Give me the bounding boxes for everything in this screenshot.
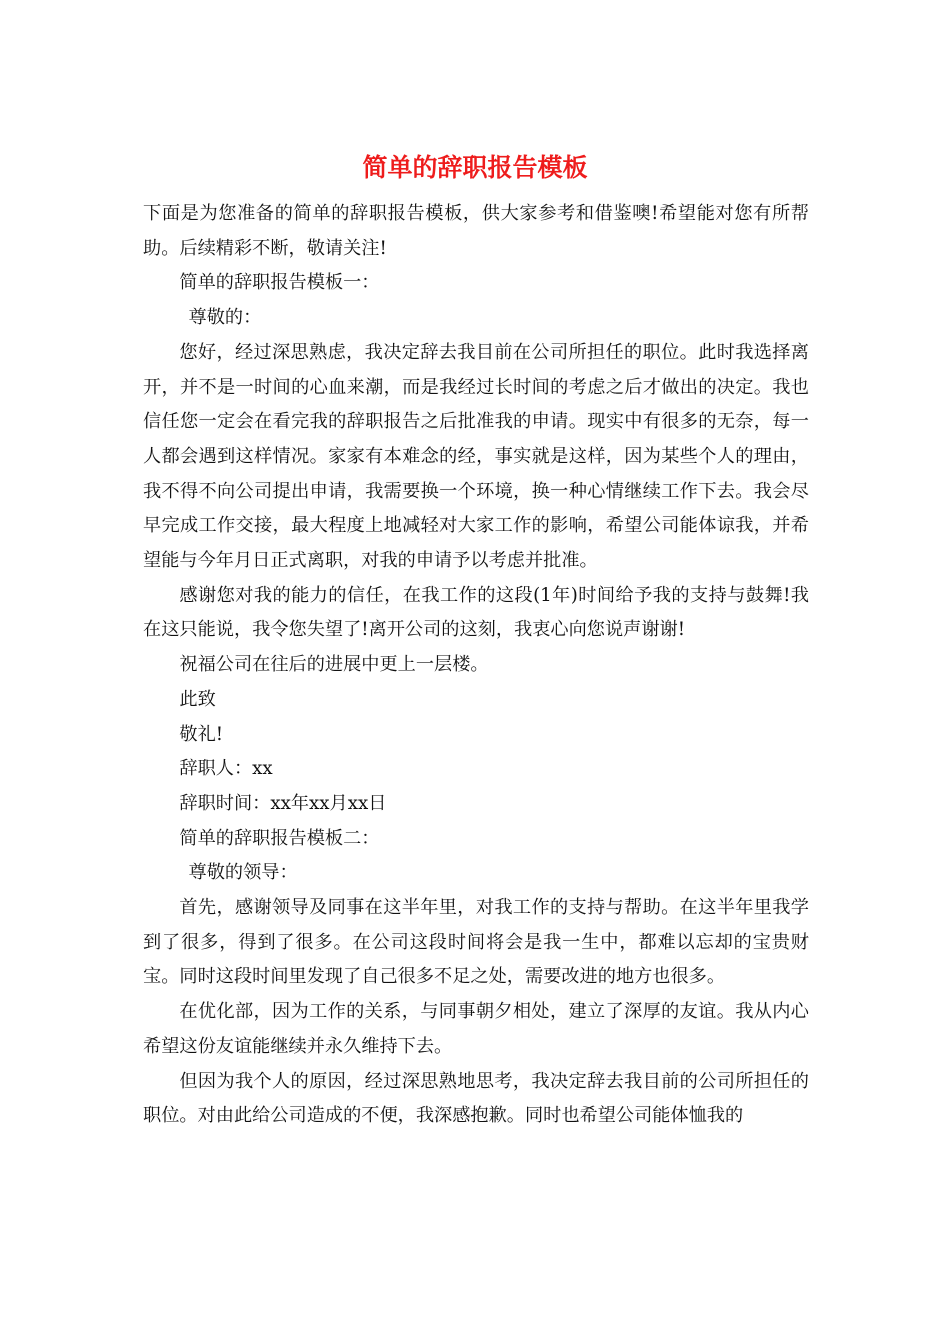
- template1-signer: 辞职人：xx: [179, 758, 273, 780]
- template1-salutation: 尊敬的：: [188, 307, 262, 329]
- document-body: [143, 197, 809, 1134]
- template1-closing-1: 此致: [179, 688, 216, 710]
- template1-paragraph-1: 您好，经过深思熟虑，我决定辞去我目前在公司所担任的职位。此时我选择离开，并不是一时间的心血来潮，而是我经过长时间的考虑之后才做出的决定。我也信任您一定会在看完我的辞职报告之后批准我的申请。现实中有很多的无奈，每一人都会遇到这样情况。家家有本难念的经，事实就是这样，因为某些个人的理由，我不得不向公司提出申请，我需要换一个环境，换一种心情继续工作下去。我会尽早完成工作交接，最大程度上地减轻对大家工作的影响，希望公司能体谅我，并希望能与今年月日正式离职，对我的申请予以考虑并批准。: [143, 341, 809, 572]
- template2-paragraph-2: 在优化部，因为工作的关系，与同事朝夕相处，建立了深厚的友谊。我从内心希望这份友谊能继续并永久维持下去。: [143, 1001, 809, 1057]
- template2-heading: 简单的辞职报告模板二：: [179, 827, 380, 849]
- template1-paragraph-3: 祝福公司在往后的进展中更上一层楼。: [179, 654, 489, 676]
- template1-closing-2: 敬礼!: [179, 723, 224, 745]
- template2-salutation: 尊敬的领导：: [188, 862, 298, 884]
- template1-date: 辞职时间：xx年xx月xx日: [179, 792, 387, 814]
- document-title: 简单的辞职报告模板: [362, 153, 588, 182]
- template1-paragraph-2: 感谢您对我的能力的信任，在我工作的这段(1年)时间给予我的支持与鼓舞!我在这只能说，我令您失望了!离开公司的这刻，我衷心向您说声谢谢!: [143, 584, 809, 641]
- template2-paragraph-3: 但因为我个人的原因，经过深思熟地思考，我决定辞去我目前的公司所担任的职位。对由此给公司造成的不便，我深感抱歉。同时也希望公司能体恤我的: [143, 1070, 809, 1127]
- template1-heading: 简单的辞职报告模板一：: [179, 272, 380, 294]
- intro-paragraph: 下面是为您准备的简单的辞职报告模板，供大家参考和借鉴噢!希望能对您有所帮助。后续精彩不断，敬请关注!: [143, 203, 809, 259]
- template2-paragraph-1: 首先，感谢领导及同事在这半年里，对我工作的支持与帮助。在这半年里我学到了很多，得到了很多。在公司这段时间将会是我一生中，都难以忘却的宝贵财宝。同时这段时间里发现了自己很多不足之处，需要改进的地方也很多。: [143, 897, 809, 988]
